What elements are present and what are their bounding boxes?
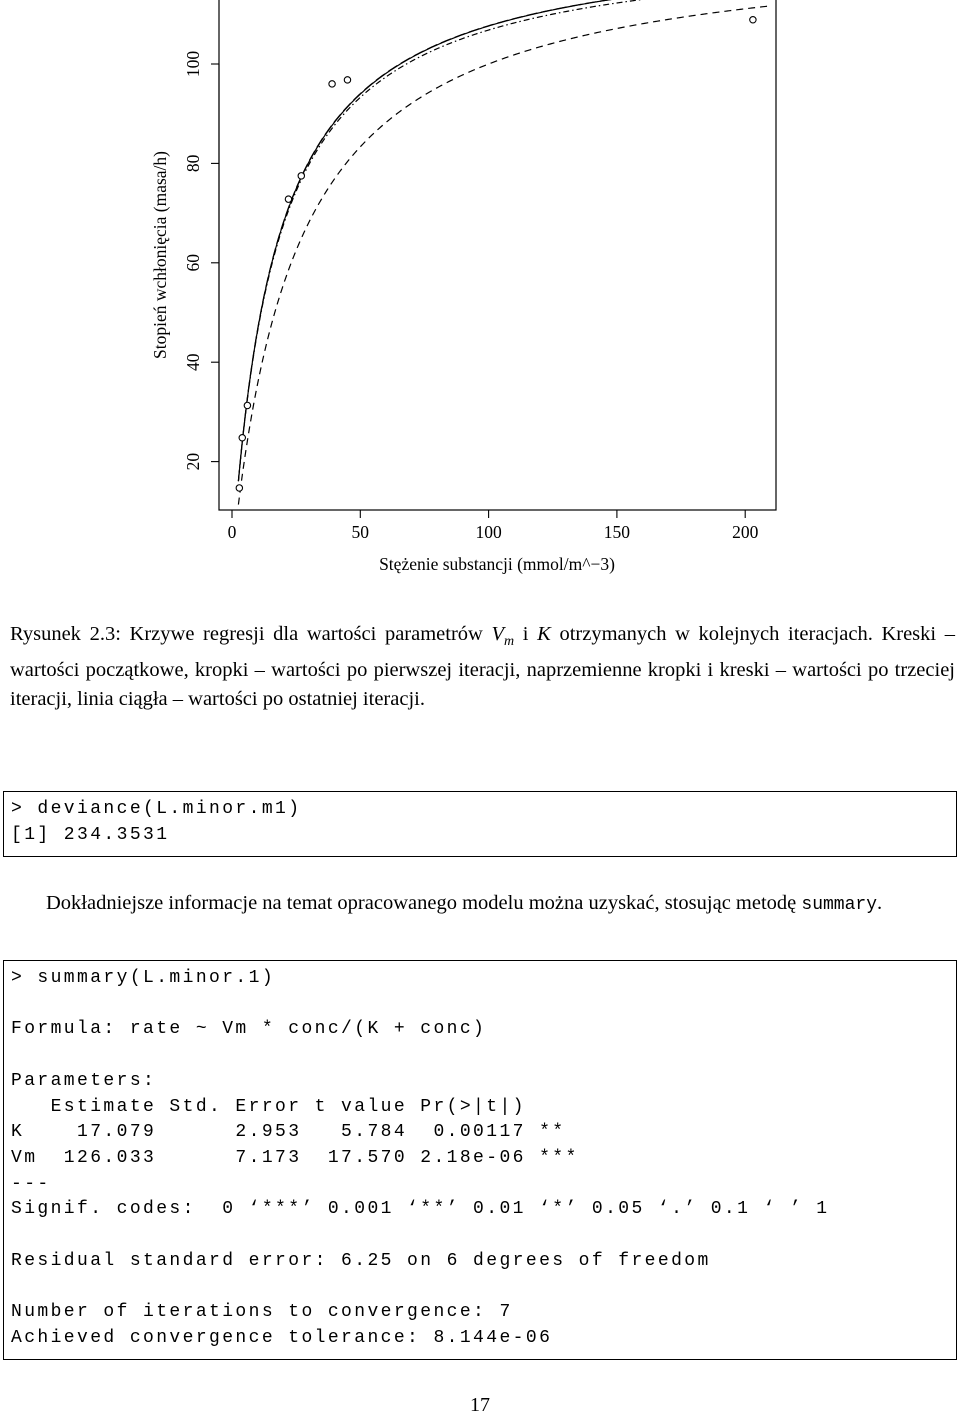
body-paragraph xyxy=(10,889,955,920)
data-point xyxy=(344,77,350,83)
y-tick-label: 60 xyxy=(183,254,203,272)
data-point xyxy=(239,435,245,441)
body-text-end: . xyxy=(877,892,883,914)
caption-prefix: Rysunek 2.3: Krzywe regresji dla wartości parametrów xyxy=(10,623,492,645)
regression-curves xyxy=(238,0,770,505)
page-number: 17 xyxy=(470,1394,490,1416)
code-deviance-text: > deviance(L.minor.m1) [1] 234.3531 xyxy=(11,799,302,845)
data-point xyxy=(329,81,335,87)
code-block-summary xyxy=(3,960,957,1360)
k-symbol: K xyxy=(537,623,551,645)
x-axis-label: Stężenie substancji (mmol/m^−3) xyxy=(379,554,615,574)
caption-rest: otrzymanych w kolejnych iteracjach. Kreski – wartości początkowe, kropki – wartości po pierwszej iteracji, naprzemienne kropki i kreski – wartości po trzeciej iteracji, linia ciągła – wartości po ostatniej iteracji. xyxy=(10,623,955,711)
x-tick-label: 50 xyxy=(351,522,370,542)
curve-longdash xyxy=(238,0,770,481)
x-tick-label: 100 xyxy=(475,522,502,542)
data-point xyxy=(244,402,250,408)
curve-dotdash xyxy=(238,0,770,481)
y-tick-label: 20 xyxy=(183,452,203,471)
data-point xyxy=(298,173,304,179)
regression-figure xyxy=(0,0,960,590)
x-axis xyxy=(228,510,759,542)
curve-solid xyxy=(238,0,770,481)
vm-symbol: $V_m$ xyxy=(491,623,515,650)
body-text-main: Dokładniejsze informacje na temat opracowanego modelu można uzyskać, stosując metodę xyxy=(46,892,797,914)
y-axis-label: Stopień wchłonięcia (masa/h) xyxy=(150,151,170,359)
y-axis xyxy=(183,51,219,471)
plot-frame xyxy=(219,0,776,510)
x-tick-label: 150 xyxy=(603,522,631,542)
code-block-deviance xyxy=(3,791,957,857)
summary-method: summary xyxy=(801,895,878,915)
x-tick-label: 0 xyxy=(227,522,237,542)
y-tick-label: 100 xyxy=(183,50,203,78)
y-tick-label: 80 xyxy=(183,154,203,173)
data-point xyxy=(236,485,242,491)
data-point xyxy=(285,196,291,202)
figure-caption xyxy=(10,620,955,714)
data-point xyxy=(750,17,756,23)
curve-dashed xyxy=(238,6,770,505)
y-tick-label: 40 xyxy=(183,353,203,371)
code-summary-text: > summary(L.minor.1) Formula: rate ~ Vm * conc/(K + conc) Parameters: Estimate Std. Error t value Pr(>|t|) K 17.079 2.953 5.784 0.00117 ** Vm 126.033 7.173 17.570 2.18e-06 *** --- Signif. codes: 0 ‘***’ 0.001 ‘**’ 0.01 ‘*’ 0.05 ‘.’ 0.1 ‘ ’ 1 Residual standard error: 6.25 on 6 degrees of freedom Number of iterations to convergence: 7 Achieved convergence tolerance: 8.144e-06 xyxy=(11,968,830,1348)
x-tick-label: 200 xyxy=(732,522,759,542)
data-points xyxy=(236,17,756,492)
caption-mid: i xyxy=(514,623,538,645)
